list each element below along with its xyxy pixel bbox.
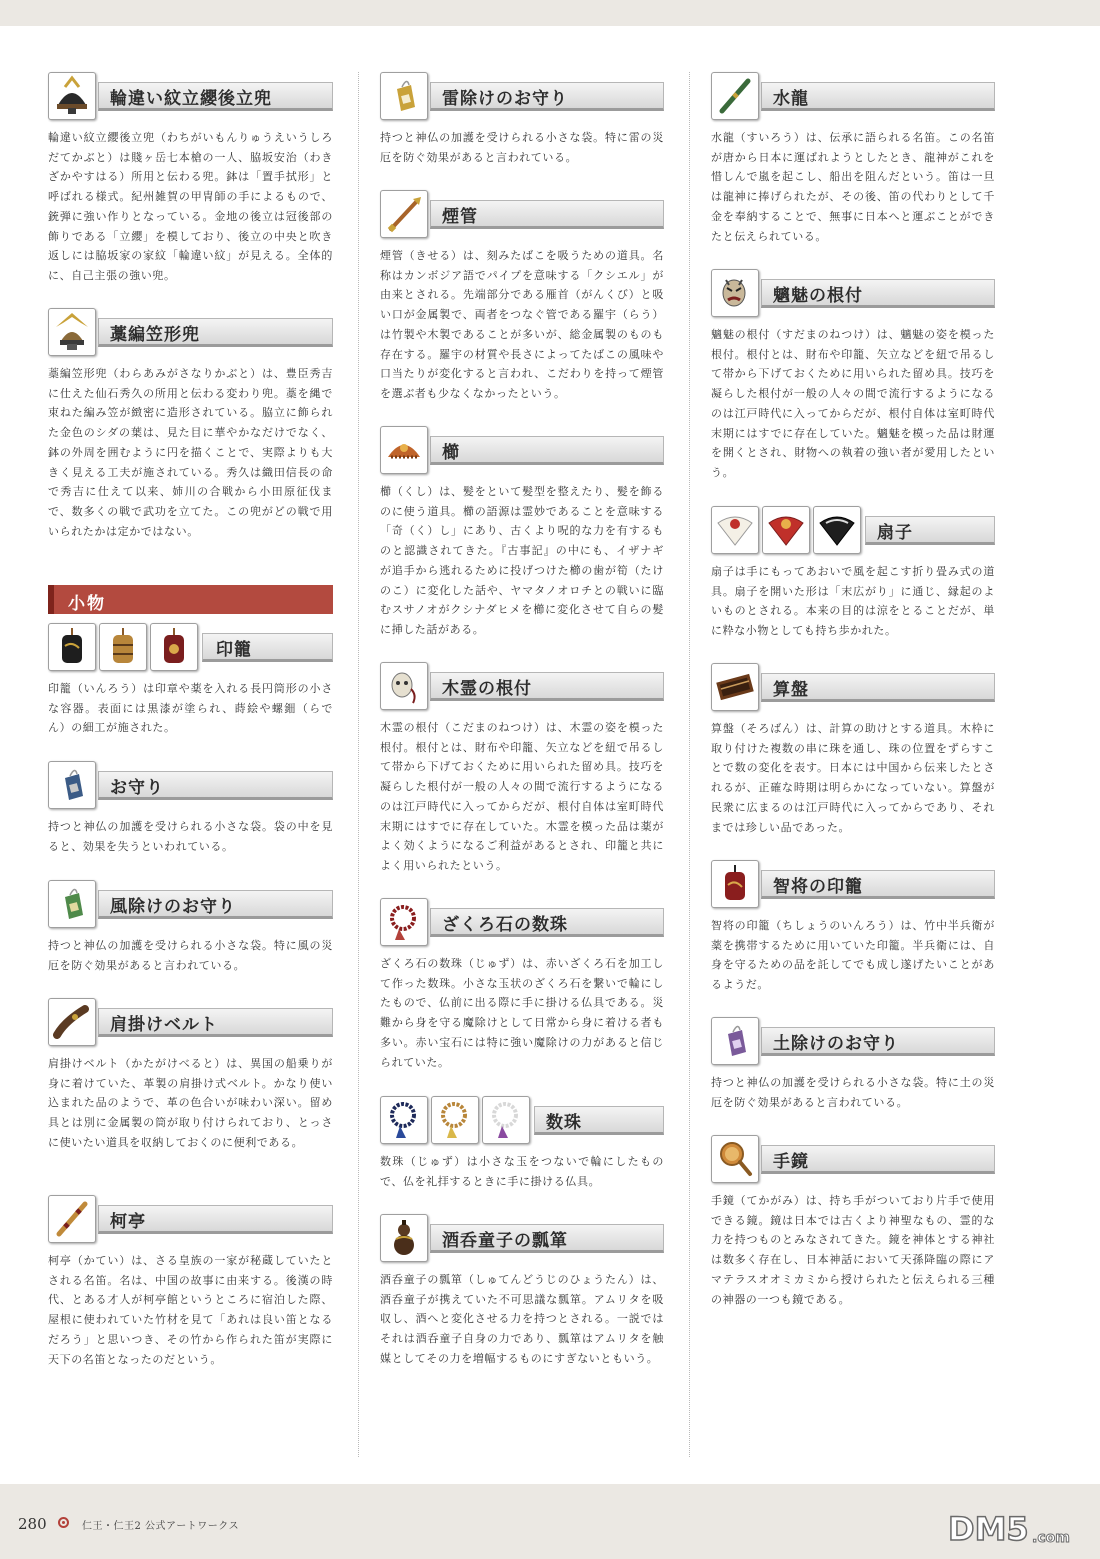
- gold-prayer-beads-icon: [431, 1096, 479, 1144]
- entry-title: 水龍: [773, 89, 809, 109]
- omamori-blue-icon: [48, 761, 96, 809]
- entry-hyotan: [380, 1214, 664, 1369]
- entry-kabuto2: [48, 308, 333, 541]
- red-fan-icon: [762, 506, 810, 554]
- purple-prayer-beads-icon: [482, 1096, 530, 1144]
- entry-text: 藁編笠形兜（わらあみがさなりかぶと）は、豊臣秀吉に仕えた仙石秀久の所用と伝わる変わり兜。藁を縄で束ねた編み笠が緻密に造形されている。脇立に飾られた金色のシダの葉は、見た目に華やかなだけでなく、鉢の外周を囲むように円を描くことで、実際よりも大きく見える工夫が施されている。秀久は織田信長の命で秀吉に仕えて以来、姉川の合戦から小田原征伐まで、数多くの戦で武功を立てた。この兜がどの戦で用いられたかは定かではない。: [48, 367, 333, 538]
- svg-text:.com: .com: [1032, 1530, 1070, 1546]
- hand-mirror-icon: [711, 1135, 759, 1183]
- inro-red-icon: [150, 623, 198, 671]
- inro-black-icon: [48, 623, 96, 671]
- entry-title: 魑魅の根付: [773, 286, 863, 306]
- entry-title: 風除けのお守り: [110, 897, 236, 917]
- entry-title: 数珠: [546, 1113, 582, 1133]
- entry-title: 智将の印籠: [773, 877, 863, 897]
- entry-zakuro: [380, 898, 664, 1072]
- kabuto-helmet-icon: [48, 72, 96, 120]
- column-divider: [358, 72, 359, 1457]
- crest-icon: [58, 1517, 69, 1528]
- entry-kodama: [380, 662, 664, 876]
- entry-title: 煙管: [442, 207, 478, 227]
- black-fan-icon: [813, 506, 861, 554]
- section-header: [48, 585, 333, 614]
- entry-title: 手鏡: [773, 1152, 809, 1172]
- entry-text: 持つと神仏の加護を受けられる小さな袋。特に土の災厄を防ぐ効果があると言われている。: [711, 1076, 995, 1109]
- entry-title: お守り: [110, 778, 164, 798]
- entry-title: 藁編笠形兜: [110, 325, 200, 345]
- omamori-purple-icon: [711, 1017, 759, 1065]
- entry-text: 酒呑童子の瓢箪（しゅてんどうじのひょうたん）は、酒呑童子が携えていた不可思議な瓢箪。アムリタを吸収し、酒へと変化させる力を持つとされる。一説ではそれは酒呑童子自身の力であり、瓢箪はアムリタを触媒としてその力を増幅するものにすぎないともいう。: [380, 1273, 664, 1365]
- watermark-logo: [948, 1508, 1088, 1548]
- entry-chisho: [711, 860, 995, 995]
- abacus-icon: [711, 663, 759, 711]
- kiseru-pipe-icon: [380, 190, 428, 238]
- red-inro-icon: [711, 860, 759, 908]
- entry-sensu: [711, 506, 995, 641]
- entry-text: 魑魅の根付（すだまのねつけ）は、魑魅の姿を模った根付。根付とは、財布や印籠、矢立などを紐で吊るして帯から下げておくために用いられた留め具。技巧を凝らした根付が一般の人々の間で流行するようになるのは江戸時代に入ってからだが、根付自体は室町時代末期にはすでに存在していた。魑魅を模った品は財運を開くとされ、財物への執着の強い者が愛用したという。: [711, 328, 995, 479]
- belt-icon: [48, 998, 96, 1046]
- column-divider: [689, 72, 690, 1457]
- inro-gold-icon: [99, 623, 147, 671]
- entry-text: ざくろ石の数珠（じゅず）は、赤いざくろ石を加工して作った数珠。小さな玉状のざくろ石を繋いで輪にしたもので、仏前に出る際に手に掛ける仏具である。災難から身を守る魔除けとして日常から身に着ける者も多い。赤い宝石には特に強い魔除けの力があると信じられていた。: [380, 957, 664, 1069]
- entry-text: 木霊の根付（こだまのねつけ）は、木霊の姿を模った根付。根付とは、財布や印籠、矢立などを紐で吊るして帯から下げておくために用いられた留め具。技巧を凝らした根付が一般の人々の間で流行するようになるのは江戸時代に入ってからだが、根付自体は室町時代末期にはすでに存在していた。木霊を模った品は薬がよく効くようになるご利益があるとされ、印籠と共によく用いられたという。: [380, 721, 664, 872]
- entry-title: 木霊の根付: [442, 679, 532, 699]
- entry-kaminari: [380, 72, 664, 167]
- entry-title: 酒呑童子の瓢箪: [442, 1231, 568, 1251]
- entry-text: 櫛（くし）は、髪をといて髪型を整えたり、髪を飾るのに使う道具。櫛の語源は霊妙であることを意味する「奇（く）し」にあり、古くより呪的な力を有するものと認識されてきた。『古事記』の中にも、イザナギが追手から逃れるために投げつけた櫛の歯が筍（たけのこ）に変化した話や、ヤマタノオロチとの戦いに臨むスサノオがクシナダヒメを櫛に変化させて自らの髪に挿した話がある。: [380, 485, 664, 636]
- entry-text: 持つと神仏の加護を受けられる小さな袋。袋の中を見ると、効果を失うといわれている。: [48, 820, 333, 853]
- entry-title: 土除けのお守り: [773, 1034, 899, 1054]
- green-flute-icon: [711, 72, 759, 120]
- entry-title: 櫛: [442, 443, 460, 463]
- entry-title: ざくろ石の数珠: [442, 915, 568, 935]
- gourd-icon: [380, 1214, 428, 1262]
- entry-inro: [48, 623, 333, 738]
- omamori-gold-icon: [380, 72, 428, 120]
- entry-text: 煙管（きせる）は、刻みたばこを吸うための道具。名称はカンボジア語でパイプを意味する「クシエル」が由来とされる。先端部分である雁首（がんくび）と吸い口が金属製で、両者をつなぐ管である羅宇（らう）は竹製や木製であることが多いが、総金属製のものも存在する。羅宇の材質や長さによってたばこの風味や口当たりが変化すると言われ、こだわりを持って煙管を選ぶ者も少なくなかったという。: [380, 249, 664, 400]
- red-prayer-beads-icon: [380, 898, 428, 946]
- entry-title: 輪違い紋立纓後立兜: [110, 89, 272, 109]
- entry-kushi: [380, 426, 664, 640]
- blue-prayer-beads-icon: [380, 1096, 428, 1144]
- entry-suiryu: [711, 72, 995, 246]
- entry-title: 印籠: [216, 640, 252, 660]
- entry-title: 算盤: [773, 680, 809, 700]
- entry-text: 肩掛けベルト（かたがけべると）は、異国の船乗りが身に着けていた、革製の肩掛け式ベルト。かなり使い込まれた品のようで、革の色合いが味わい深い。留め具とは別に金属製の筒が取り付けられており、とっさに使いたい道具を収納しておくのに便利である。: [48, 1057, 333, 1149]
- entry-tekagami: [711, 1135, 995, 1309]
- svg-text:DM5: DM5: [948, 1510, 1029, 1548]
- entry-text: 数珠（じゅず）は小さな玉をつないで輪にしたもので、仏を礼拝するときに手に掛ける仏具。: [380, 1155, 664, 1188]
- entry-text: 智将の印籠（ちしょうのいんろう）は、竹中半兵衛が薬を携帯するために用いていた印籠。半兵衛には、自身を守るための品を託してでも成し遂げたいことがあるようだ。: [711, 919, 995, 992]
- page-number: 280: [18, 1515, 47, 1533]
- entry-text: 持つと神仏の加護を受けられる小さな袋。特に雷の災厄を防ぐ効果があると言われている。: [380, 131, 664, 164]
- entry-omamori: [48, 761, 333, 856]
- entry-title: 肩掛けベルト: [110, 1015, 218, 1035]
- entry-belt: [48, 998, 333, 1153]
- entry-sudama: [711, 269, 995, 483]
- kabuto-fern-helmet-icon: [48, 308, 96, 356]
- section-label: 小物: [68, 594, 106, 614]
- entry-title: 扇子: [877, 523, 913, 543]
- entry-title: 柯亭: [110, 1212, 146, 1232]
- entry-kiseru: [380, 190, 664, 404]
- entry-text: 算盤（そろばん）は、計算の助けとする道具。木枠に取り付けた複数の串に珠を通し、珠の位置をずらすことで数の変化を表す。日本には中国から伝来したとされるが、正確な時期は明らかになっていない。算盤が民衆に広まるのは江戸時代に入ってからであり、それまでは珍しい品であった。: [711, 722, 995, 834]
- kodama-netsuke-icon: [380, 662, 428, 710]
- entry-text: 水龍（すいろう）は、伝承に語られる名笛。この名笛が唐から日本に運ばれようとしたとき、龍神がこれを惜しんで嵐を起こし、船出を阻んだという。笛は一旦は龍神に捧げられたが、その後、笛の代わりとして千金を奉納することで、無事に日本へと運ぶことができたと伝えられている。: [711, 131, 995, 243]
- entry-text: 柯亭（かてい）は、さる皇族の一家が秘蔵していたとされる名笛。名は、中国の故事に由来する。後漢の時代、とある才人が柯亭館というところに宿泊した際、屋根に使われていた竹材を見て「あれは良い笛となるだろう」と思いつき、その竹から作られた笛が実際に天下の名笛となったのだという。: [48, 1254, 333, 1366]
- demon-mask-netsuke-icon: [711, 269, 759, 317]
- entry-kaze: [48, 880, 333, 975]
- rising-sun-fan-icon: [711, 506, 759, 554]
- omamori-green-icon: [48, 880, 96, 928]
- entry-tsuchi: [711, 1017, 995, 1112]
- entry-text: 印籠（いんろう）は印章や薬を入れる長円筒形の小さな容器。表面には黒漆が塗られ、蒔絵や螺鈿（らでん）の細工が施された。: [48, 682, 333, 735]
- book-title: 仁王・仁王2 公式アートワークス: [82, 1521, 240, 1532]
- entry-text: 手鏡（てかがみ）は、持ち手がついており片手で使用できる鏡。鏡は日本では古くより神聖なもの、霊的な力を持つものとみなされてきた。鏡を神体とする神社は数多く存在し、日本神話において天孫降臨の際にアマテラスオオミカミから授けられたと伝えられる三種の神器の一つも鏡である。: [711, 1194, 995, 1306]
- entry-text: 持つと神仏の加護を受けられる小さな袋。特に風の災厄を防ぐ効果があると言われている。: [48, 939, 333, 972]
- entry-title: 雷除けのお守り: [442, 89, 568, 109]
- entry-soroban: [711, 663, 995, 837]
- entry-juzu: [380, 1096, 664, 1191]
- flute-icon: [48, 1195, 96, 1243]
- entry-kabuto1: [48, 72, 333, 286]
- top-band: [0, 0, 1100, 26]
- comb-icon: [380, 426, 428, 474]
- entry-text: 輪違い紋立纓後立兜（わちがいもんりゅうえいうしろだてかぶと）は賤ヶ岳七本槍の一人、脇坂安治（わきざかやすはる）所用と伝わる兜。鉢は「置手拭形」と呼ばれる様式。紀州雑賀の甲冑師の手によるもので、銃弾に強い作りとなっている。金地の後立は冠後部の飾りである「立纓」を模しており、後立の中央と吹き返しには脇坂家の家紋「輪違い紋」が見える。全体的に、自己主張の強い兜。: [48, 131, 333, 282]
- entry-text: 扇子は手にもってあおいで風を起こす折り畳み式の道具。扇子を開いた形は「末広がり」に通じ、縁起のよいものとされる。本来の目的は涼をとることだが、単に粋な小物としても持ち歩かれた。: [711, 565, 995, 638]
- entry-katei: [48, 1195, 333, 1369]
